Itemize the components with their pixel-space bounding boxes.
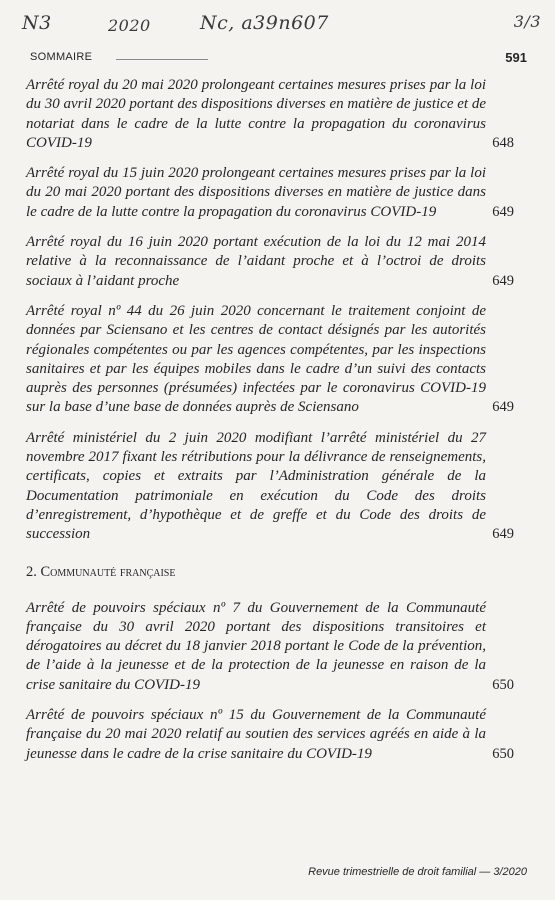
- toc-entry-text: Arrêté royal du 15 juin 2020 prolongeant certaines mesures prises par la loi du 20 mai 2020 portant des dispositions diverses en matière de justice dans le cadre de la lutte contre la propagation du coronavirus COVID-19: [26, 165, 486, 220]
- header-rule: [116, 59, 208, 60]
- toc-content: [26, 76, 514, 775]
- toc-entry-page: 649: [492, 526, 514, 543]
- toc-entry-page: 649: [492, 272, 514, 289]
- toc-entry-text: Arrêté royal du 16 juin 2020 portant exécution de la loi du 12 mai 2014 relative à la reconnaissance de l’aidant proche et à l’octroi de droits sociaux à l’aidant proche: [26, 234, 486, 289]
- toc-entry-text: Arrêté ministériel du 2 juin 2020 modifiant l’arrêté ministériel du 27 novembre 2017 fixant les rétributions pour la délivrance de renseignements, certificats, copies et extraits par l’Administration générale de la Documentation patrimoniale en exécution du Code des droits d’enregistrement, d’hypothèque et de greffe et du Code des droits de succession: [26, 429, 486, 543]
- page-header: [30, 50, 527, 68]
- page-footer: Revue trimestrielle de droit familial — 3/2020: [308, 866, 527, 878]
- section-heading: [26, 564, 486, 581]
- section-number: 2.: [26, 563, 37, 580]
- toc-entry-text: Arrêté de pouvoirs spéciaux nº 7 du Gouvernement de la Communauté française du 30 avril 2020 portant des dispositions transitoires et dérogatoires au décret du 18 janvier 2018 portant le Code de la prévention, de l’aide à la jeunesse et de la protection de la jeunesse en raison de la crise sanitaire du COVID-19: [26, 599, 486, 693]
- toc-entry: [26, 164, 514, 222]
- toc-entry: [26, 233, 514, 291]
- toc-entry-text: Arrêté royal du 20 mai 2020 prolongeant certaines mesures prises par la loi du 30 avril 2020 portant des dispositions diverses en matière de justice et de notariat dans le cadre de la lutte contre la propagation du coronavirus COVID-19: [26, 77, 486, 151]
- toc-entry: [26, 599, 514, 695]
- toc-entry-text: Arrêté royal nº 44 du 26 juin 2020 concernant le traitement conjoint de données par Sciensano et les centres de contact désignés par les autorités régionales compétentes ou par les agences compétentes, par les inspections sanitaires et par les équipes mobiles dans le cadre d’un suivi des contacts auprès des personnes (présumées) infectées par le coronavirus COVID-19 sur la base d’une base de données auprès de Sciensano: [26, 302, 486, 416]
- toc-entry: [26, 76, 514, 153]
- handwritten-annotations: [22, 8, 541, 36]
- handwritten-note-a: N3: [22, 12, 52, 34]
- toc-entry: [26, 429, 514, 545]
- handwritten-note-d: 3/3: [513, 12, 541, 31]
- handwritten-note-c: Nc, a39n607: [200, 12, 329, 34]
- handwritten-note-b: 2020: [108, 16, 151, 35]
- section-label: SOMMAIRE: [30, 51, 93, 63]
- toc-entry-page: 649: [492, 399, 514, 416]
- toc-entry-page: 649: [492, 203, 514, 220]
- toc-entry: [26, 302, 514, 418]
- toc-entry-page: 650: [492, 676, 514, 693]
- toc-entry-text: Arrêté de pouvoirs spéciaux nº 15 du Gouvernement de la Communauté française du 20 mai 2020 relatif au soutien des services agréés en aide à la jeunesse dans le cadre de la crise sanitaire du COVID-19: [26, 707, 486, 762]
- toc-entry-page: 648: [492, 134, 514, 151]
- page-number: 591: [505, 50, 527, 65]
- section-title: Communauté française: [40, 563, 176, 580]
- toc-entry-page: 650: [492, 745, 514, 762]
- toc-entry: [26, 706, 514, 764]
